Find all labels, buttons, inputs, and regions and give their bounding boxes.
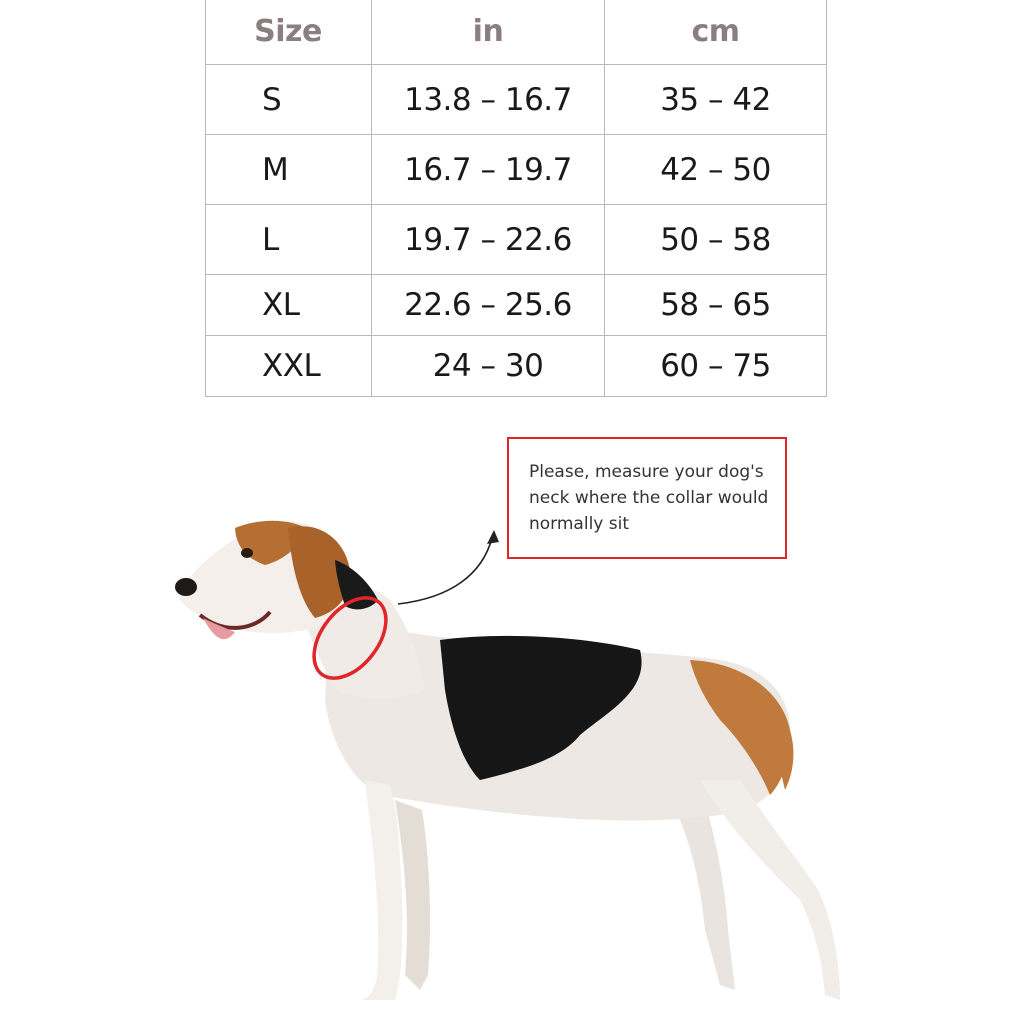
inches-cell: 16.7 – 19.7: [372, 135, 605, 205]
size-cell: XL: [206, 275, 372, 336]
cm-cell: 60 – 75: [605, 336, 827, 397]
header-in: in: [372, 0, 605, 65]
size-cell: L: [206, 205, 372, 275]
header-size: Size: [206, 0, 372, 65]
inches-cell: 19.7 – 22.6: [372, 205, 605, 275]
size-cell: S: [206, 65, 372, 135]
cm-cell: 58 – 65: [605, 275, 827, 336]
measurement-note-text: Please, measure your dog's neck where the collar would normally sit: [529, 462, 769, 534]
inches-cell: 24 – 30: [372, 336, 605, 397]
pointer-arrow: [398, 538, 492, 604]
arrow-head-icon: [487, 530, 499, 544]
inches-cell: 22.6 – 25.6: [372, 275, 605, 336]
size-cell: XXL: [206, 336, 372, 397]
eye-icon: [241, 548, 253, 558]
size-cell: M: [206, 135, 372, 205]
cm-cell: 42 – 50: [605, 135, 827, 205]
inches-cell: 13.8 – 16.7: [372, 65, 605, 135]
cm-cell: 50 – 58: [605, 205, 827, 275]
cm-cell: 35 – 42: [605, 65, 827, 135]
header-cm: cm: [605, 0, 827, 65]
nose-icon: [175, 578, 197, 596]
